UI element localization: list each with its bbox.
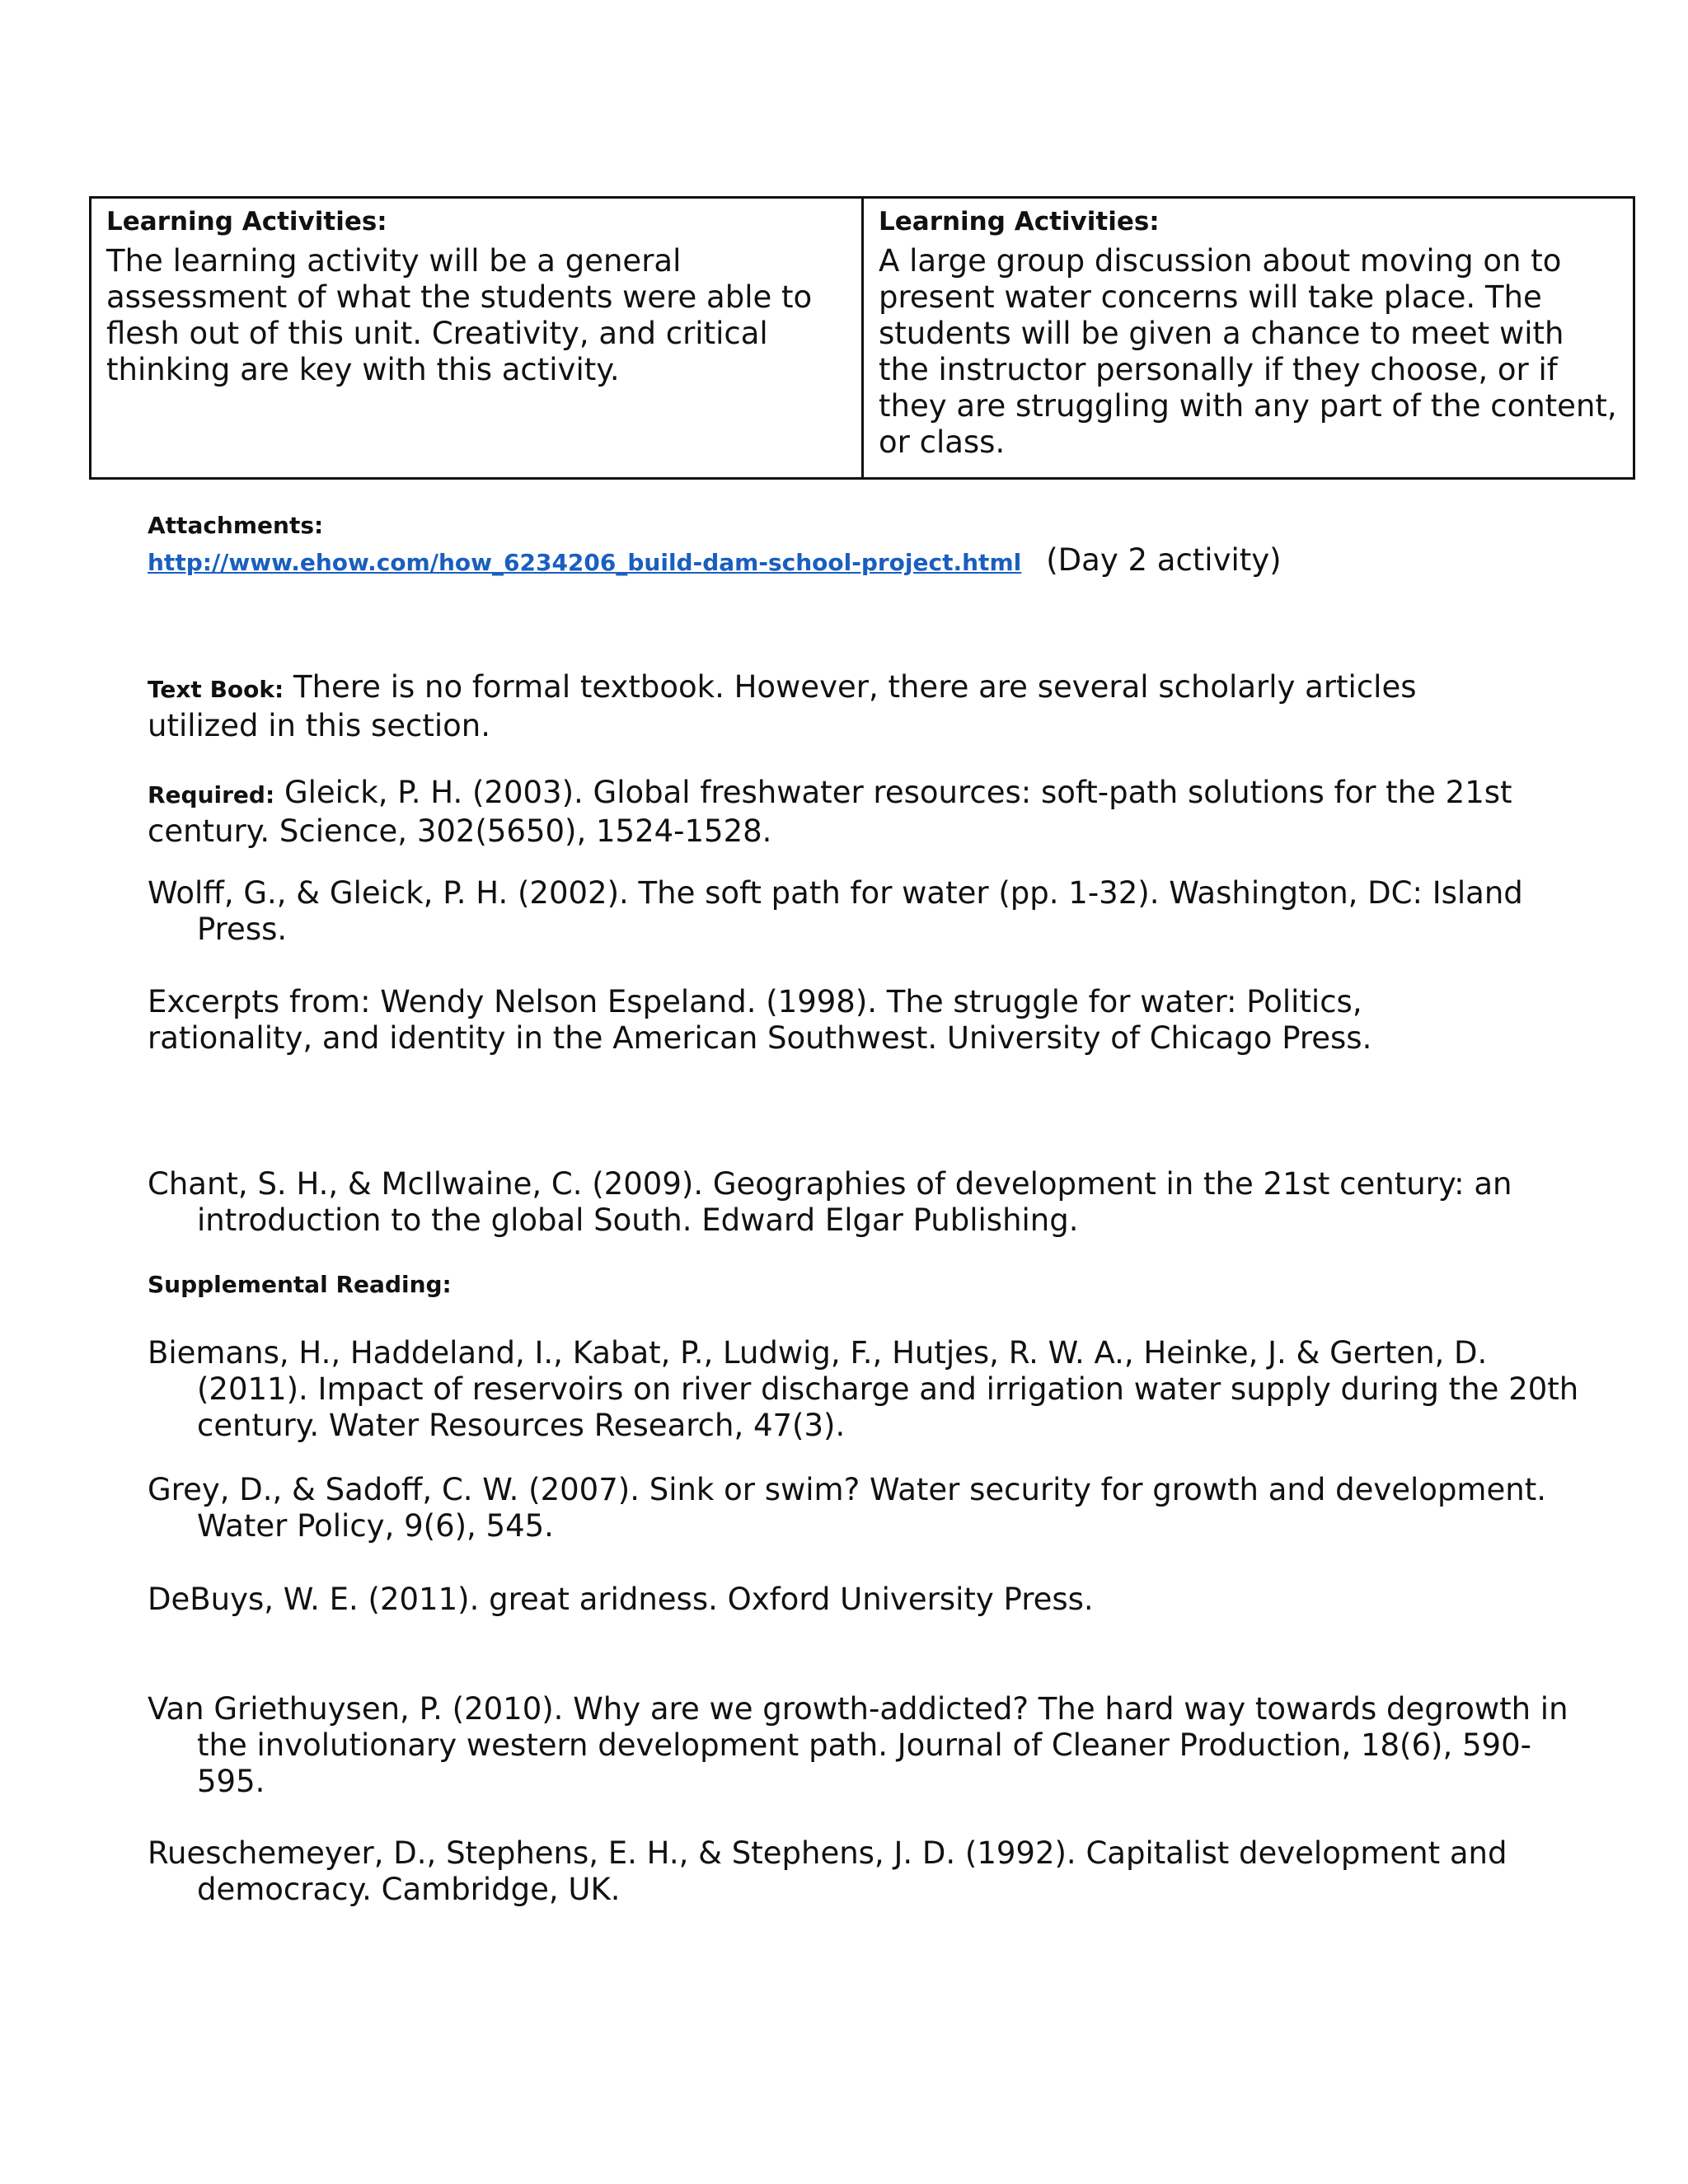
supplemental-ref: Biemans, H., Haddeland, I., Kabat, P., Ludwig, F., Hutjes, R. W. A., Heinke, J. & Gerten, D. (2011). Impact of reservoirs on river discharge and irrigation water supply during the 20th century. Water Resources Research, 47(3). <box>148 1335 1579 1443</box>
supplemental-ref: Van Griethuysen, P. (2010). Why are we growth-addicted? The hard way towards degrowth in the involutionary western development path. Journal of Cleaner Production, 18(6), 590-595. <box>148 1691 1568 1799</box>
supplemental-ref: DeBuys, W. E. (2011). great aridness. Oxford University Press. <box>148 1582 1094 1617</box>
attachments-section <box>148 509 1565 584</box>
supplemental-label: Supplemental Reading: <box>148 1271 452 1298</box>
textbook-label: Text Book: <box>148 676 284 703</box>
attachment-link[interactable]: http://www.ehow.com/how_6234206_build-dam-school-project.html <box>148 549 1022 576</box>
required-ref: Chant, S. H., & McIlwaine, C. (2009). Geographies of development in the 21st century: an introduction to the global South. Edward Elgar Publishing. <box>148 1166 1512 1238</box>
activities-cell-left <box>91 199 864 477</box>
required-section <box>148 775 1516 850</box>
required-label: Required: <box>148 781 275 808</box>
supplemental-ref: Grey, D., & Sadoff, C. W. (2007). Sink or swim? Water security for growth and development. Water Policy, 9(6), 545. <box>148 1472 1546 1544</box>
supplemental-ref: Rueschemeyer, D., Stephens, E. H., & Stephens, J. D. (1992). Capitalist development and democracy. Cambridge, UK. <box>148 1835 1507 1907</box>
learning-activities-table <box>89 196 1635 480</box>
textbook-section <box>148 669 1516 744</box>
activities-cell-right <box>864 199 1633 477</box>
required-ref: Wolff, G., & Gleick, P. H. (2002). The soft path for water (pp. 1-32). Washington, DC: Island Press. <box>148 875 1523 947</box>
attachments-label: Attachments: <box>148 512 324 539</box>
attachment-note: (Day 2 activity) <box>1046 542 1282 578</box>
activities-right-text: A large group discussion about moving on to present water concerns will take place. The students will be given a chance to meet with the instructor personally if they choose, or if they are struggling with any part of the content, or class. <box>879 243 1617 460</box>
activities-right-heading: Learning Activities: <box>879 207 1160 237</box>
textbook-text: There is no formal textbook. However, there are several scholarly articles utilized in this section. <box>148 669 1417 743</box>
required-first-ref: Gleick, P. H. (2003). Global freshwater resources: soft-path solutions for the 21st century. Science, 302(5650), 1524-1528. <box>148 775 1512 849</box>
activities-left-heading: Learning Activities: <box>106 207 387 237</box>
required-ref: Excerpts from: Wendy Nelson Espeland. (1998). The struggle for water: Politics, rationality, and identity in the American Southwest. University of Chicago Press. <box>148 984 1372 1056</box>
activities-left-text: The learning activity will be a general assessment of what the students were able to flesh out of this unit. Creativity, and critical thinking are key with this activity. <box>106 243 813 387</box>
